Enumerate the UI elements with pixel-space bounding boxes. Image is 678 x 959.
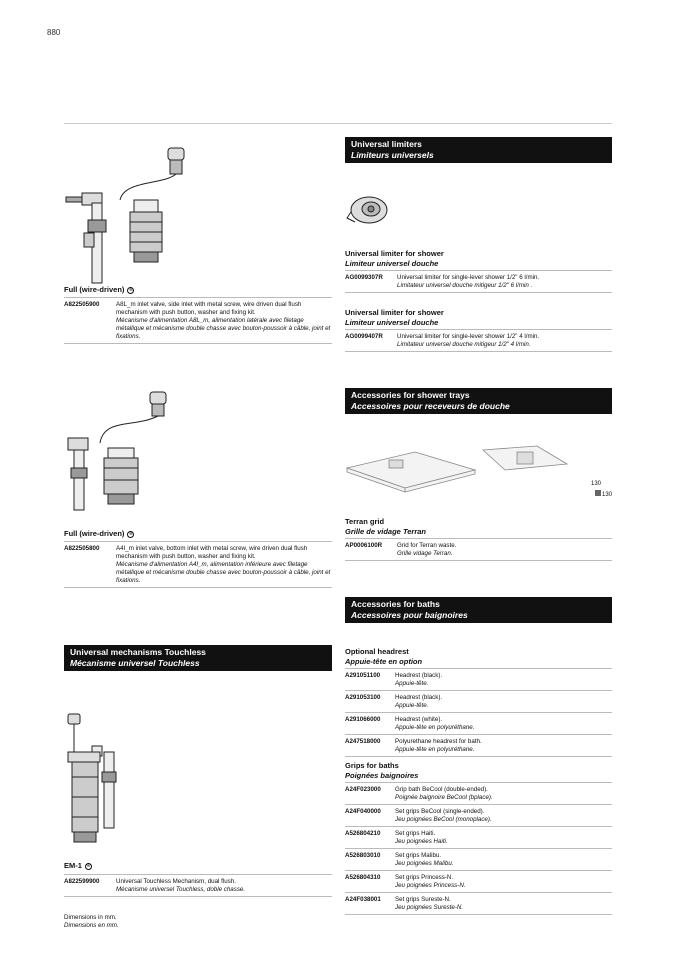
universal-limiter-image [345,190,395,230]
table-row: AP0006100R Grid for Terran waste. Grille vidage Terran. [345,538,612,560]
table-row: A291053100 Headrest (black). Appuie-tête. [345,690,612,712]
limiter-1-title: Universal limiter for shower Limiteur universel douche [345,249,444,268]
table-row [64,297,332,343]
registered-icon: ® [129,531,133,537]
table-row: A24F038001 Set grips Sureste-N. Jeu poignées Sureste-N. [345,892,612,914]
baths-banner: Accessories for baths Accessoires pour baignoires [345,597,612,623]
table-row: AG0099407R Universal limiter for single-lever shower 1/2" 4 l/min. Limitateur universel douche mitigeur 1/2" 4 l/min. [345,329,612,351]
dimension-width: 130 [591,481,602,487]
terran-grid-table [345,538,612,561]
table-row: A822505800 A4I_m inlet valve, bottom inlet with metal screw, wire driven dual flush mechanism with push button, washer and fixing kit. Mécanisme d'alimentation A4I_m, alimentation inférieure avec filetage métallique et mécanisme double chasse avec bouton-poussoir à câble, joint et fixations. [64,541,332,587]
registered-icon: ® [86,863,91,869]
product-description: A8L_m inlet valve, side inlet with metal screw, wire driven dual flush mechanism with push button, washer and fixing kit. Mécanisme d'alimentation A8L_m, alimentation latérale avec filetage métallique et mécanisme double chasse avec bouton-poussoir à câble, joint et fixations. [116,301,331,340]
grips-table [345,782,612,915]
touchless-mechanism-image [64,712,134,857]
table-row: A526804310 Set grips Princess-N. Jeu poignées Princess-N. [345,870,612,892]
full-wire-1-title: Full (wire-driven) ® [64,285,133,294]
limiter-1-table [345,270,612,293]
table-row: A526803010 Set grips Malibu. Jeu poignées Malibu. [345,848,612,870]
table-row: A822599900 Universal Touchless Mechanism, dual flush. Mécanisme universel Touchless, doble chasse. [64,874,332,896]
table-row: A24F040000 Set grips BeCool (single-ended). Jeu poignées BeCool (monoplace). [345,804,612,826]
full-wire-2-table [64,541,332,588]
limiter-2-table [345,329,612,352]
touchless-banner: Universal mechanisms Touchless Mécanisme universel Touchless [64,645,332,671]
table-row: A247518000 Polyurethane headrest for bath. Appuie-tête en polyuréthane. [345,734,612,756]
universal-limiters-banner: Universal limiters Limiteurs universels [345,137,612,163]
table-row: AG0099307R Universal limiter for single-lever shower 1/2" 6 l/min. Limitateur universel douche mitigeur 1/2" 6 l/min . [345,270,612,292]
limiter-2-title: Universal limiter for shower Limiteur universel douche [345,308,444,327]
page-number: 880 [47,28,61,37]
footnote: Dimensions in mm. Dimensions en mm. [64,914,119,929]
touchless-title: EM-1 ® [64,861,91,870]
divider [64,123,612,124]
table-row: A24F023000 Grip bath BeCool (double-ended). Poignée baignoire BeCool (bplace). [345,782,612,804]
headrest-table [345,668,612,757]
table-row: A291066000 Headrest (white). Appuie-tête en polyuréthane. [345,712,612,734]
table-row: A291051100 Headrest (black). Appuie-tête. [345,668,612,690]
product-code: A822505900 [64,301,100,308]
table-row: A526804210 Set grips Haiti. Jeu poignées Haiti. [345,826,612,848]
full-wire-2-title: Full (wire-driven) ® [64,529,133,538]
full-wire-1-table [64,297,332,344]
registered-icon: ® [129,287,133,293]
headrest-title: Optional headrest Appuie-tête en option [345,647,423,666]
wire-driven-mechanism-image [64,388,204,523]
grips-title: Grips for baths Poignées baignoires [345,761,419,780]
shower-tray-image [345,440,613,510]
touchless-table [64,874,332,897]
dimension-height: 130 [602,492,613,498]
terran-grid-title: Terran grid Grille de vidage Terran [345,517,427,536]
shower-trays-banner: Accessories for shower trays Accessoires pour receveurs de douche [345,388,612,414]
wire-driven-mechanism-image [64,145,204,285]
